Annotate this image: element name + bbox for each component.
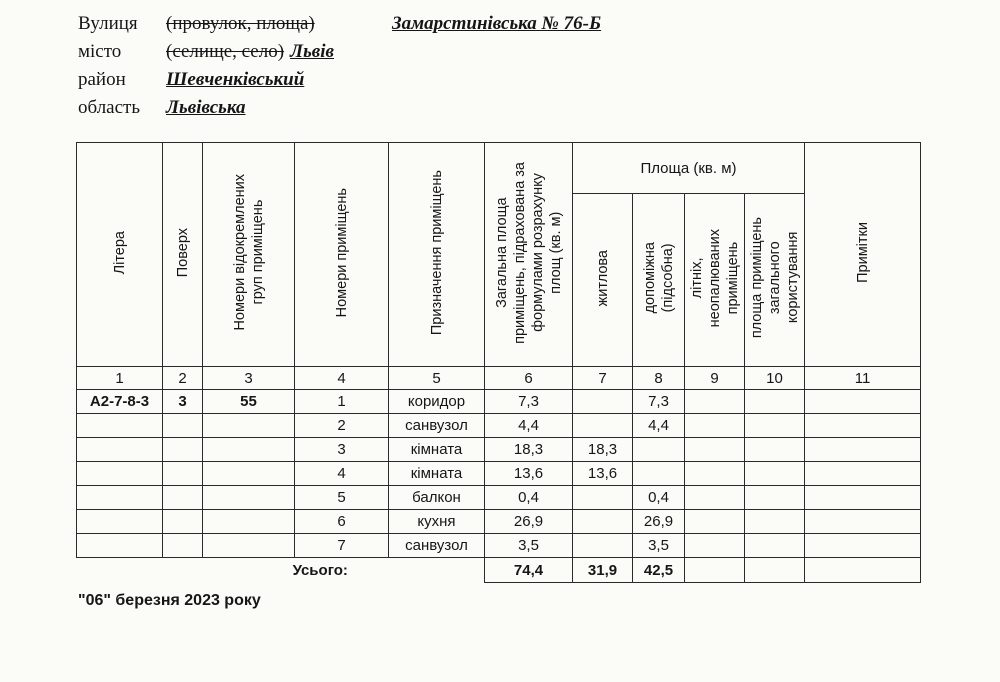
document-date: "06" березня 2023 року xyxy=(78,592,261,609)
table-row xyxy=(77,486,921,510)
empty-cell xyxy=(685,414,745,438)
room-number-cell: 3 xyxy=(295,438,389,462)
total-area-cell: 26,9 xyxy=(485,510,573,534)
aux-area-cell xyxy=(633,462,685,486)
room-name-cell: санвузол xyxy=(389,414,485,438)
empty-cell xyxy=(77,462,163,486)
empty-cell xyxy=(77,534,163,558)
room-number-cell: 5 xyxy=(295,486,389,510)
aux-area-cell xyxy=(633,438,685,462)
total-label: Усього: xyxy=(77,558,485,583)
empty-cell xyxy=(163,510,203,534)
living-area-cell: 13,6 xyxy=(573,462,633,486)
empty-cell xyxy=(685,534,745,558)
col-header-common: площа приміщень загального користування xyxy=(745,194,805,367)
litera-cell: А2-7-8-3 xyxy=(77,390,163,414)
total-living-cell: 31,9 xyxy=(573,558,633,583)
empty-cell xyxy=(745,510,805,534)
col-number: 4 xyxy=(295,367,389,390)
col-number: 9 xyxy=(685,367,745,390)
total-area-cell: 3,5 xyxy=(485,534,573,558)
total-sum-cell: 74,4 xyxy=(485,558,573,583)
col-header-aux: допоміжна (підсобна) xyxy=(633,194,685,367)
total-area-cell: 7,3 xyxy=(485,390,573,414)
col-header-total-area: Загальна площа приміщень, підрахована за формулами розрахунку площ (кв. м) xyxy=(485,143,573,367)
col-header-room-numbers: Номери приміщень xyxy=(295,143,389,367)
room-number-cell: 7 xyxy=(295,534,389,558)
empty-cell xyxy=(163,534,203,558)
empty-cell xyxy=(685,558,745,583)
empty-cell xyxy=(685,438,745,462)
empty-cell xyxy=(805,414,921,438)
empty-cell xyxy=(805,462,921,486)
district-value: Шевченківський xyxy=(166,69,305,90)
empty-cell xyxy=(203,534,295,558)
empty-cell xyxy=(685,486,745,510)
living-area-cell xyxy=(573,486,633,510)
district-row xyxy=(78,66,334,94)
room-number-cell: 6 xyxy=(295,510,389,534)
col-header-litera: Літера xyxy=(77,143,163,367)
living-area-cell: 18,3 xyxy=(573,438,633,462)
room-name-cell: санвузол xyxy=(389,534,485,558)
col-header-area-group: Площа (кв. м) xyxy=(573,143,805,194)
col-header-groups: Номери відокремлених груп приміщень xyxy=(203,143,295,367)
city-alt-text: (селище, село) xyxy=(166,41,285,62)
empty-cell xyxy=(805,534,921,558)
empty-cell xyxy=(163,462,203,486)
empty-cell xyxy=(203,438,295,462)
column-number-row xyxy=(77,367,921,390)
group-cell: 55 xyxy=(203,390,295,414)
empty-cell xyxy=(203,414,295,438)
city-value: Львів xyxy=(290,41,335,62)
room-name-cell: кімната xyxy=(389,438,485,462)
region-value: Львівська xyxy=(166,97,246,118)
city-row xyxy=(78,38,334,66)
col-number: 1 xyxy=(77,367,163,390)
empty-cell xyxy=(77,414,163,438)
empty-cell xyxy=(805,558,921,583)
empty-cell xyxy=(805,390,921,414)
street-label: Вулиця xyxy=(78,13,138,34)
empty-cell xyxy=(685,462,745,486)
room-name-cell: кімната xyxy=(389,462,485,486)
room-number-cell: 2 xyxy=(295,414,389,438)
living-area-cell xyxy=(573,534,633,558)
table-row xyxy=(77,438,921,462)
table-row xyxy=(77,414,921,438)
empty-cell xyxy=(745,438,805,462)
col-header-living: житлова xyxy=(573,194,633,367)
aux-area-cell: 26,9 xyxy=(633,510,685,534)
district-label: район xyxy=(78,69,126,90)
table-row xyxy=(77,510,921,534)
col-header-summer: літніх, неопалюваних приміщень xyxy=(685,194,745,367)
total-row xyxy=(77,558,921,583)
empty-cell xyxy=(745,414,805,438)
empty-cell xyxy=(745,486,805,510)
room-number-cell: 1 xyxy=(295,390,389,414)
empty-cell xyxy=(805,510,921,534)
city-label: місто xyxy=(78,41,122,62)
header-row xyxy=(77,143,921,194)
empty-cell xyxy=(745,462,805,486)
street-alt-text: (провулок, площа) xyxy=(166,13,315,34)
empty-cell xyxy=(805,486,921,510)
col-number: 5 xyxy=(389,367,485,390)
empty-cell xyxy=(163,486,203,510)
aux-area-cell: 4,4 xyxy=(633,414,685,438)
empty-cell xyxy=(203,486,295,510)
empty-cell xyxy=(203,462,295,486)
living-area-cell xyxy=(573,414,633,438)
col-number: 7 xyxy=(573,367,633,390)
region-row xyxy=(78,94,334,122)
room-name-cell: балкон xyxy=(389,486,485,510)
total-area-cell: 13,6 xyxy=(485,462,573,486)
street-row xyxy=(78,10,334,38)
table-row xyxy=(77,534,921,558)
aux-area-cell: 3,5 xyxy=(633,534,685,558)
living-area-cell xyxy=(573,390,633,414)
col-number: 8 xyxy=(633,367,685,390)
empty-cell xyxy=(203,510,295,534)
address-block xyxy=(78,10,334,122)
col-header-purpose: Призначення приміщень xyxy=(389,143,485,367)
street-name: Замарстинівська № 76-Б xyxy=(392,13,602,34)
total-aux-cell: 42,5 xyxy=(633,558,685,583)
table-row xyxy=(77,390,921,414)
col-header-notes: Примітки xyxy=(805,143,921,367)
area-table xyxy=(76,142,920,583)
aux-area-cell: 0,4 xyxy=(633,486,685,510)
total-area-cell: 18,3 xyxy=(485,438,573,462)
total-area-cell: 0,4 xyxy=(485,486,573,510)
col-number: 3 xyxy=(203,367,295,390)
empty-cell xyxy=(745,534,805,558)
empty-cell xyxy=(805,438,921,462)
col-header-floor: Поверх xyxy=(163,143,203,367)
col-number: 10 xyxy=(745,367,805,390)
living-area-cell xyxy=(573,510,633,534)
col-number: 11 xyxy=(805,367,921,390)
empty-cell xyxy=(77,438,163,462)
room-name-cell: кухня xyxy=(389,510,485,534)
empty-cell xyxy=(77,486,163,510)
empty-cell xyxy=(745,390,805,414)
room-number-cell: 4 xyxy=(295,462,389,486)
total-area-cell: 4,4 xyxy=(485,414,573,438)
region-label: область xyxy=(78,97,141,118)
empty-cell xyxy=(77,510,163,534)
col-number: 2 xyxy=(163,367,203,390)
room-name-cell: коридор xyxy=(389,390,485,414)
col-number: 6 xyxy=(485,367,573,390)
empty-cell xyxy=(163,414,203,438)
empty-cell xyxy=(685,510,745,534)
table-row xyxy=(77,462,921,486)
empty-cell xyxy=(745,558,805,583)
empty-cell xyxy=(163,438,203,462)
aux-area-cell: 7,3 xyxy=(633,390,685,414)
empty-cell xyxy=(685,390,745,414)
floor-cell: 3 xyxy=(163,390,203,414)
